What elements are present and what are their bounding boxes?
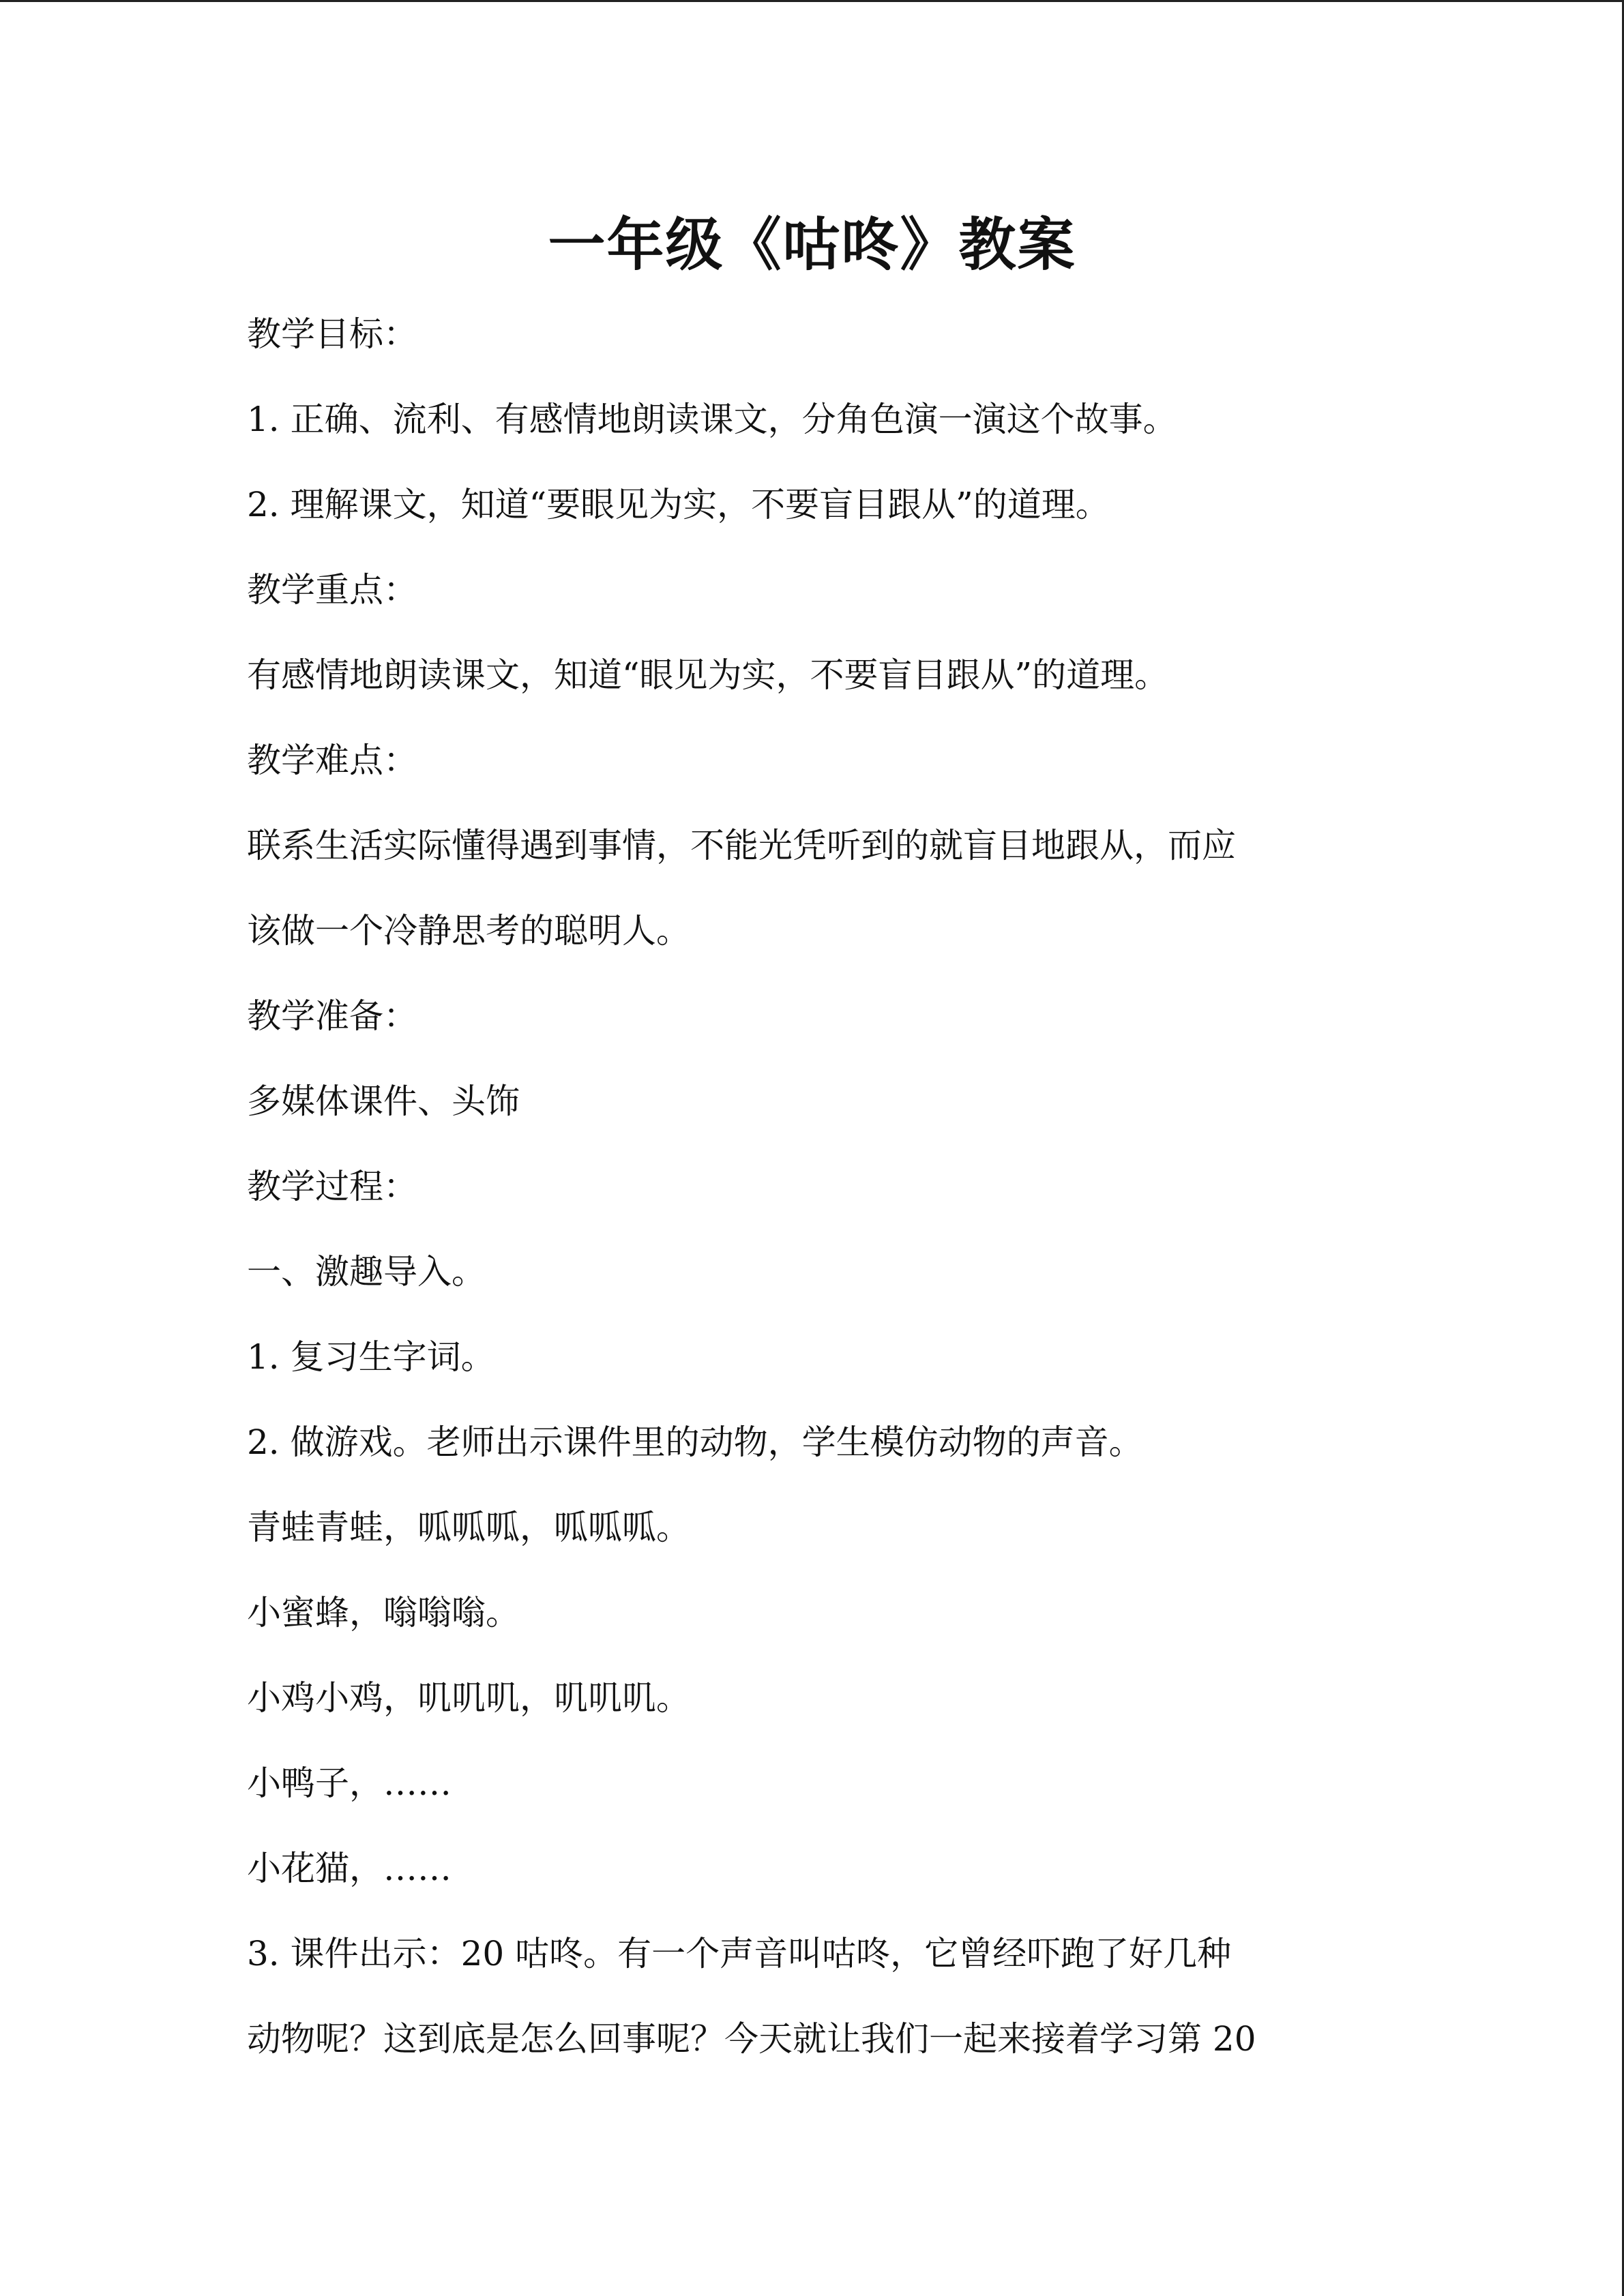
text-line: 小鸭子，…… [247,1763,452,1803]
text-line: 2. 做游戏。老师出示课件里的动物，学生模仿动物的声音。 [247,1422,1143,1462]
text-line: 教学目标： [247,314,417,354]
document-body [247,292,1406,2082]
text-line: 动物呢？这到底是怎么回事呢？今天就让我们一起来接着学习第 20 [247,2019,1256,2059]
text-line: 1. 复习生字词。 [247,1337,495,1377]
text-line: 小蜜蜂，嗡嗡嗡。 [247,1593,520,1632]
text-line: 2. 理解课文，知道“要眼见为实，不要盲目跟从”的道理。 [247,485,1110,524]
text-line: 有感情地朗读课文，知道“眼见为实，不要盲目跟从”的道理。 [247,655,1169,695]
text-line: 青蛙青蛙，呱呱呱，呱呱呱。 [247,1508,690,1547]
text-line: 多媒体课件、头饰 [247,1082,520,1121]
text-line: 教学重点： [247,570,417,610]
text-line: 教学准备： [247,996,417,1036]
text-line: 该做一个冷静思考的聪明人。 [247,911,690,951]
text-line: 3. 课件出示：20 咕咚。有一个声音叫咕咚，它曾经吓跑了好几种 [247,1934,1232,1973]
text-line: 教学难点： [247,741,417,780]
text-line: 教学过程： [247,1167,417,1206]
text-line: 1. 正确、流利、有感情地朗读课文，分角色演一演这个故事。 [247,400,1177,439]
text-line: 小花猫，…… [247,1849,452,1888]
text-line: 联系生活实际懂得遇到事情，不能光凭听到的就盲目地跟从，而应 [247,826,1236,865]
document-title: 一年级《咕咚》教案 [548,211,1076,278]
text-line: 小鸡小鸡，叽叽叽，叽叽叽。 [247,1678,690,1718]
text-line: 一、激趣导入。 [247,1252,486,1292]
